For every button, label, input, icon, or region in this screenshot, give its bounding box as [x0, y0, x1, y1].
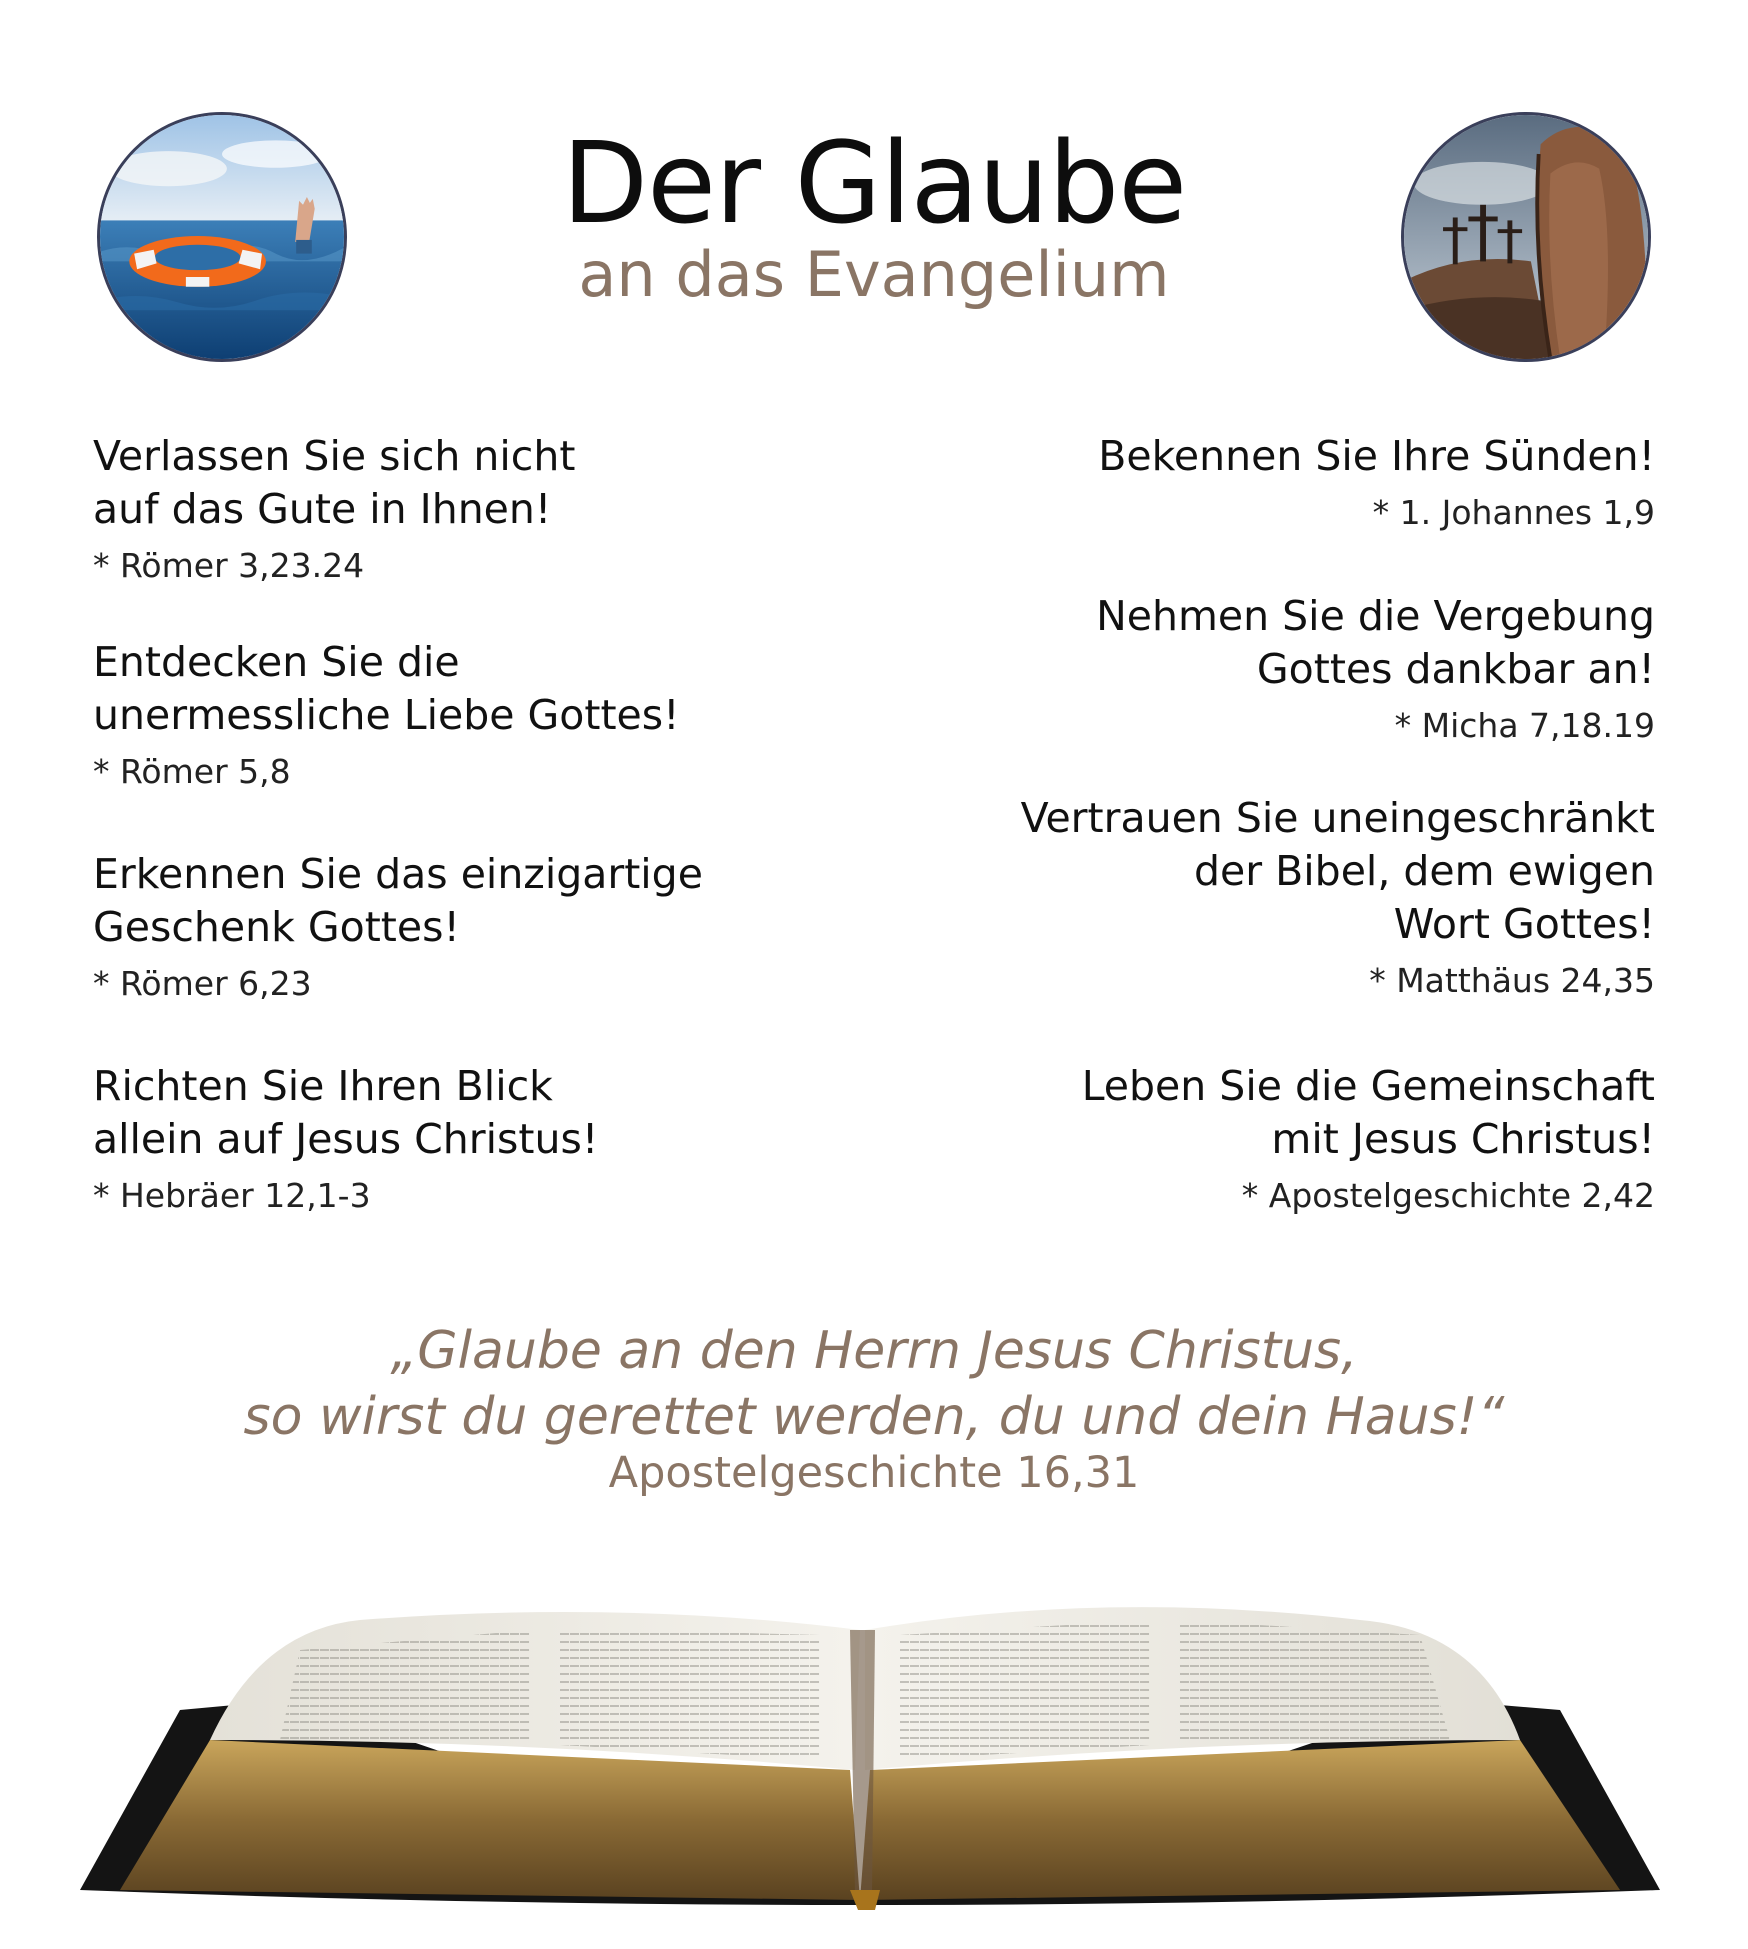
right-item-reference: * Matthäus 24,35	[1369, 961, 1655, 1000]
left-item-reference: * Römer 3,23.24	[93, 546, 365, 585]
bible-quote-reference: Apostelgeschichte 16,31	[608, 1448, 1140, 1498]
bible-quote: „Glaube an den Herrn Jesus Christus, so wirst du gerettet werden, du und dein Haus!“	[243, 1321, 1505, 1447]
left-item-heading: Verlassen Sie sich nicht auf das Gute in Ihnen!	[93, 432, 576, 533]
right-item-heading: Vertrauen Sie uneingeschränkt der Bibel, dem ewigen Wort Gottes!	[1020, 794, 1655, 948]
right-item-4	[1082, 1060, 1655, 1216]
left-item-3	[93, 848, 703, 1004]
left-item-heading: Erkennen Sie das einzigartige Geschenk Gottes!	[93, 850, 703, 951]
left-item-reference: * Römer 6,23	[93, 964, 312, 1003]
right-item-2	[1096, 590, 1655, 746]
left-item-4	[93, 1060, 598, 1216]
left-item-1	[93, 430, 575, 586]
left-item-reference: * Römer 5,8	[93, 752, 291, 791]
right-item-heading: Nehmen Sie die Vergebung Gottes dankbar an!	[1096, 592, 1655, 693]
right-item-3	[1021, 792, 1655, 1001]
open-bible-image	[60, 1590, 1680, 1910]
page-title: Der Glaube	[561, 119, 1187, 249]
right-item-reference: * Micha 7,18.19	[1394, 706, 1655, 745]
right-item-reference: * Apostelgeschichte 2,42	[1241, 1176, 1655, 1215]
page-subtitle: an das Evangelium	[578, 238, 1170, 311]
right-item-heading: Leben Sie die Gemeinschaft mit Jesus Christus!	[1081, 1062, 1655, 1163]
left-item-reference: * Hebräer 12,1-3	[93, 1176, 371, 1215]
lifebuoy-illustration	[100, 115, 344, 359]
right-item-reference: * 1. Johannes 1,9	[1372, 493, 1655, 532]
left-item-heading: Richten Sie Ihren Blick allein auf Jesus Christus!	[93, 1062, 599, 1163]
lifebuoy-in-sea-image	[97, 112, 347, 362]
right-item-heading: Bekennen Sie Ihre Sünden!	[1098, 432, 1655, 480]
crosses-illustration	[1404, 115, 1648, 359]
left-item-2	[93, 636, 680, 792]
left-item-heading: Entdecken Sie die unermessliche Liebe Gottes!	[93, 638, 680, 739]
right-item-1	[1098, 430, 1655, 533]
open-bible-illustration	[60, 1590, 1680, 1910]
three-crosses-and-tomb-image	[1401, 112, 1651, 362]
